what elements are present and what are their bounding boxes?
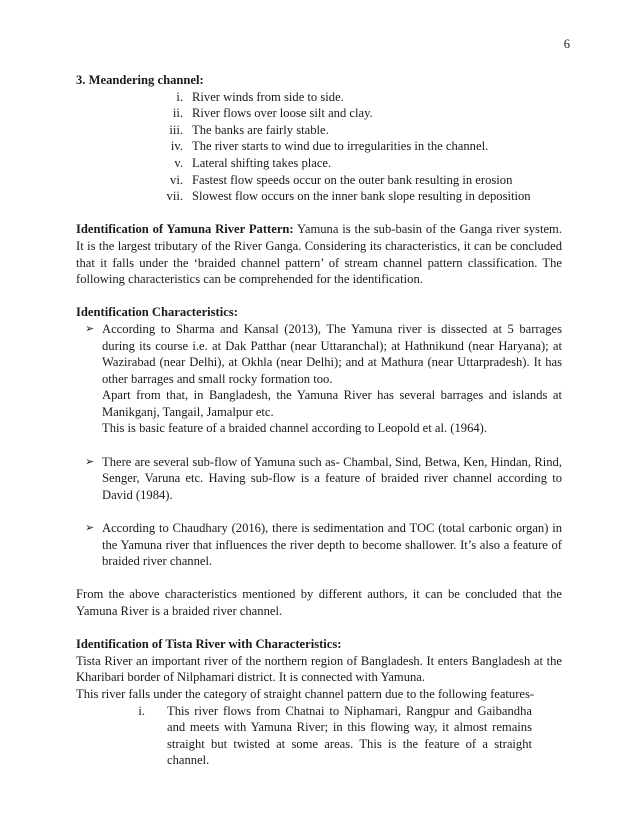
arrow-bullet-icon: ➢: [85, 454, 95, 468]
bullet-paragraph: According to Chaudhary (2016), there is sedimentation and TOC (total carbonic organ) in the Yamuna river that influences the river depth to become shallower. It’s also a feature of braided river channel.: [102, 521, 562, 569]
bullet-paragraph: Apart from that, in Bangladesh, the Yamuna River has several barrages and islands at Manikganj, Tangail, Jamalpur etc.: [102, 388, 562, 419]
arrow-bullet-icon: ➢: [85, 521, 95, 535]
meandering-heading: 3. Meandering channel:: [76, 73, 204, 87]
yamuna-pattern-heading: Identification of Yamuna River Pattern:: [76, 222, 294, 237]
meandering-list: [76, 89, 562, 205]
list-item: ii. River flows over loose silt and clay.: [172, 106, 373, 121]
list-item: i. River winds from side to side.: [176, 89, 344, 104]
arrow-bullet-icon: ➢: [85, 321, 95, 335]
page-body: [76, 72, 562, 769]
yamuna-pattern-paragraph: [76, 221, 562, 287]
bullet-item: [76, 454, 562, 504]
tista-paragraph: Tista River an important river of the northern region of Bangladesh. It enters Bangladesh at the Kharibari border of Nilphamari district. It is connected with Yamuna.: [76, 653, 562, 685]
yamuna-pattern-text: Yamuna is the sub-basin of the Ganga river system. It is the largest tributary of the River Ganga. Considering its characteristics, it can be concluded that it falls under the ‘braided channel pattern’ of stream channel pattern classification. The following characteristics can be comprehended for the identification.: [76, 222, 562, 287]
tista-list: [76, 703, 562, 769]
list-item: vii. Slowest flow occurs on the inner bank slope resulting in deposition: [166, 189, 531, 204]
bullet-item: [76, 520, 562, 570]
tista-heading: Identification of Tista River with Characteristics:: [76, 637, 342, 652]
bullet-paragraph: There are several sub-flow of Yamuna such as- Chambal, Sind, Betwa, Ken, Hindan, Rind, Senger, Varuna etc. Having sub-flow is a feature of braided river channel according to David (1984).: [102, 454, 562, 502]
identification-list: [76, 321, 562, 570]
page-number: 6: [563, 37, 570, 51]
identification-heading: Identification Characteristics:: [76, 305, 238, 320]
list-item: v. Lateral shifting takes place.: [174, 155, 332, 170]
list-item: iv. The river starts to wind due to irregularities in the channel.: [170, 139, 489, 154]
list-item: i. This river flows from Chatnai to Niphamari, Rangpur and Gaibandha and meets with Yamuna River; in this flowing way, it almost remains straight but twisted at some areas. This is the feature of a straight channel.: [138, 703, 532, 768]
bullet-paragraph: According to Sharma and Kansal (2013), The Yamuna river is dissected at 5 barrages during its course i.e. at Dak Patthar (near Uttaranchal); at Hathnikund (near Haryana); at Wazirabad (near Delhi), at Okhla (near Delhi); and at Mathura (near Uttarpradesh). It has other barrages and small rocky formation too.: [102, 321, 562, 386]
conclusion-paragraph: From the above characteristics mentioned by different authors, it can be concluded that the Yamuna River is a braided river channel.: [76, 587, 562, 618]
bullet-item: [76, 321, 562, 437]
list-item: vi. Fastest flow speeds occur on the outer bank resulting in erosion: [170, 172, 513, 187]
bullet-paragraph: This is basic feature of a braided channel according to Leopold et al. (1964).: [102, 421, 488, 436]
tista-paragraph: This river falls under the category of straight channel pattern due to the following features-: [76, 686, 535, 701]
list-item: iii. The banks are fairly stable.: [169, 122, 329, 137]
